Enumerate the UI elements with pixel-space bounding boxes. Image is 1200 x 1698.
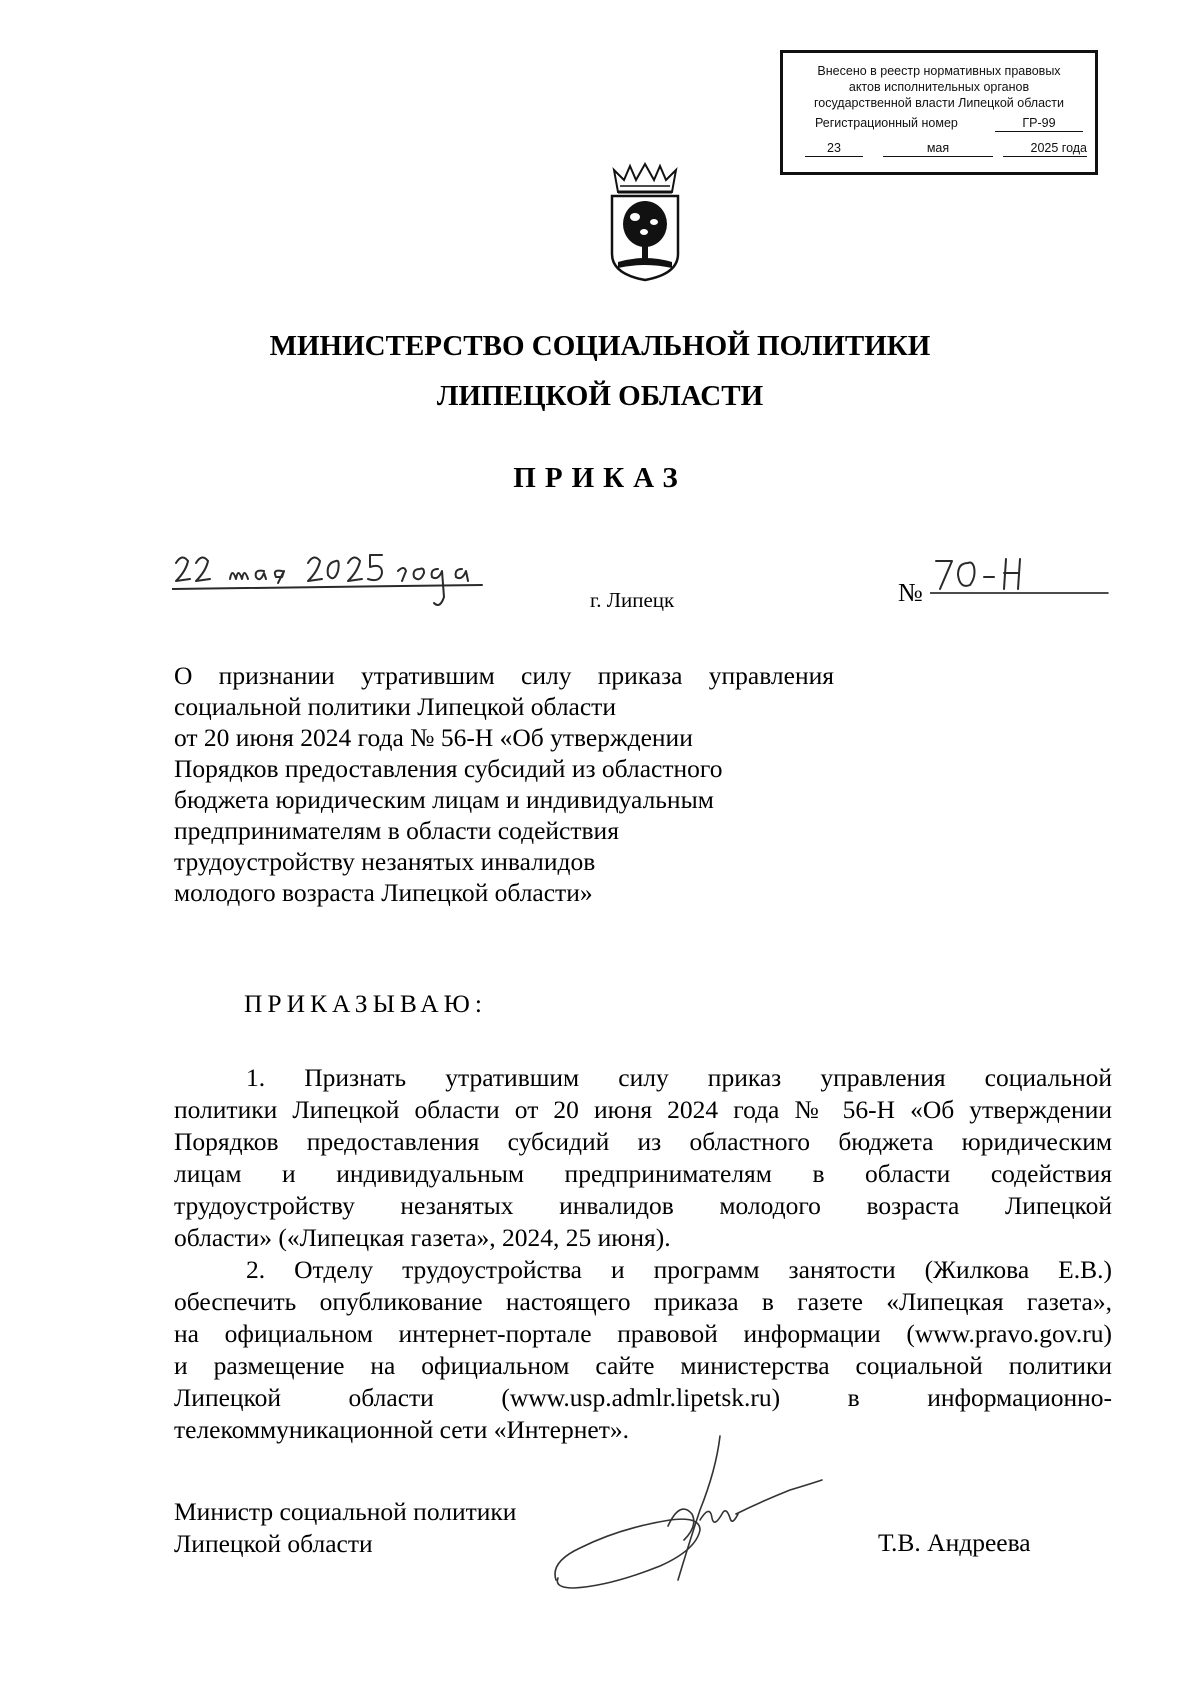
body-line: трудоустройству незанятых инвалидов молодого возраста Липецкой	[174, 1191, 1112, 1220]
body-line: политики Липецкой области от 20 июня 2024 года № 56-Н «Об утверждении	[174, 1095, 1112, 1124]
subject-line: Порядков предоставления субсидий из областного	[174, 754, 723, 783]
order-subject	[174, 660, 834, 908]
stamp-month: мая	[883, 140, 993, 157]
stamp-reg-number: ГР-99	[995, 115, 1083, 132]
registry-stamp	[780, 50, 1098, 175]
order-number-prefix: №	[898, 578, 923, 607]
stamp-reg-label: Регистрационный номер	[815, 116, 958, 130]
body-line: 2. Отделу трудоустройства и программ занятости (Жилкова Е.В.)	[246, 1255, 1112, 1284]
signatory-title-line-1: Министр социальной политики	[174, 1497, 517, 1526]
stamp-line-1: Внесено в реестр нормативных правовых	[817, 64, 1061, 78]
stamp-year: 2025 года	[1003, 140, 1087, 157]
document-type: ПРИКАЗ	[513, 462, 687, 494]
body-line: Липецкой области (www.usp.admlr.lipetsk.ru) в информационно-	[174, 1383, 1112, 1412]
signatory-name: Т.В. Андреева	[878, 1528, 1031, 1557]
stamp-line-3: государственной власти Липецкой области	[813, 96, 1065, 110]
region-title: ЛИПЕЦКОЙ ОБЛАСТИ	[436, 380, 764, 412]
body-line: на официальном интернет-портале правовой информации (www.pravo.gov.ru)	[174, 1319, 1112, 1348]
subject-line: бюджета юридическим лицам и индивидуальным	[174, 785, 714, 814]
subject-line: трудоустройству незанятых инвалидов	[174, 847, 596, 876]
subject-line: молодого возраста Липецкой области»	[174, 878, 593, 907]
lipetsk-coat-of-arms-icon	[600, 162, 690, 287]
body-line: области» («Липецкая газета», 2024, 25 июня).	[174, 1223, 671, 1252]
signatory-title	[174, 1496, 516, 1560]
order-body	[174, 1062, 1112, 1446]
handwritten-order-number	[930, 553, 1110, 603]
handwritten-date	[172, 547, 502, 619]
city-label: г. Липецк	[590, 588, 675, 612]
body-line: Порядков предоставления субсидий из областного бюджета юридическим	[174, 1127, 1112, 1156]
subject-line: О признании утратившим силу приказа управления	[174, 661, 834, 690]
body-line: 1. Признать утратившим силу приказ управления социальной	[246, 1063, 1112, 1092]
signatory-title-line-2: Липецкой области	[174, 1529, 373, 1558]
body-line: обеспечить опубликование настоящего приказа в газете «Липецкая газета»,	[174, 1287, 1112, 1316]
subject-line: от 20 июня 2024 года № 56-Н «Об утверждении	[174, 723, 693, 752]
ministry-title: МИНИСТЕРСТВО СОЦИАЛЬНОЙ ПОЛИТИКИ	[269, 330, 931, 362]
handwritten-signature	[550, 1430, 840, 1595]
body-line: лицам и индивидуальным предпринимателям в области содействия	[174, 1159, 1112, 1188]
subject-line: социальной политики Липецкой области	[174, 692, 616, 721]
decree-word: ПРИКАЗЫВАЮ:	[244, 989, 487, 1018]
stamp-day: 23	[805, 140, 863, 157]
body-line: телекоммуникационной сети «Интернет».	[174, 1415, 629, 1444]
stamp-line-2: актов исполнительных органов	[848, 80, 1030, 94]
body-line: и размещение на официальном сайте министерства социальной политики	[174, 1351, 1112, 1380]
subject-line: предпринимателям в области содействия	[174, 816, 619, 845]
